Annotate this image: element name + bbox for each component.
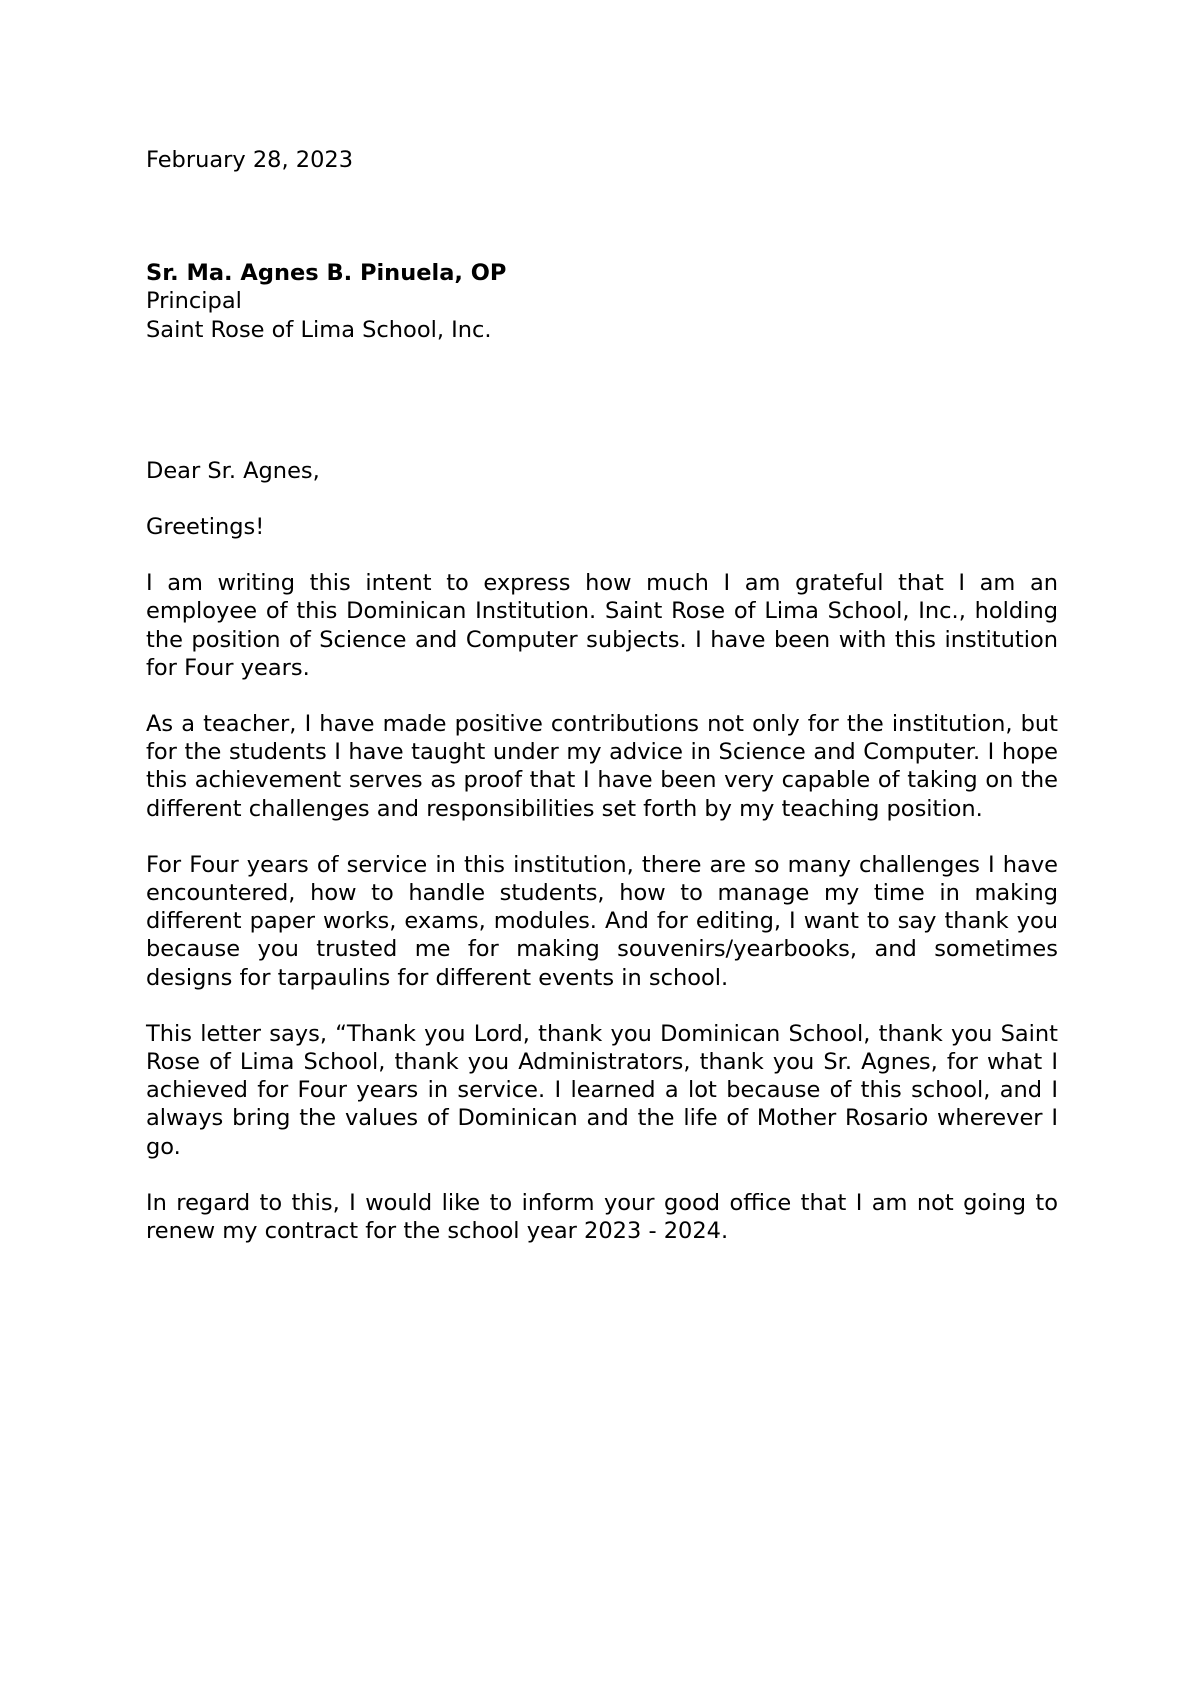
letter-body	[146, 146, 1058, 1245]
recipient-block	[146, 259, 1058, 344]
paragraph: In regard to this, I would like to inform your good office that I am not going to renew my contract for the school year 2023 - 2024.	[146, 1189, 1058, 1245]
recipient-organization: Saint Rose of Lima School, Inc.	[146, 316, 492, 343]
recipient-name: Sr. Ma. Agnes B. Pinuela, OP	[146, 260, 507, 287]
paragraph: I am writing this intent to express how much I am grateful that I am an employee of this Dominican Institution. Saint Rose of Lima School, Inc., holding the position of Science and Computer subjects. I have been with this institution for Four years.	[146, 570, 1058, 681]
salutation: Dear Sr. Agnes,	[146, 457, 320, 484]
recipient-title: Principal	[146, 288, 242, 315]
letter-date: February 28, 2023	[146, 147, 354, 173]
paragraph: As a teacher, I have made positive contributions not only for the institution, but for the students I have taught under my advice in Science and Computer. I hope this achievement serves as proof that I have been very capable of taking on the different challenges and responsibilities set forth by my teaching position.	[146, 711, 1058, 822]
paragraph: This letter says, “Thank you Lord, thank you Dominican School, thank you Saint Rose of Lima School, thank you Administrators, thank you Sr. Agnes, for what I achieved for Four years in service. I learned a lot because of this school, and I always bring the values of Dominican and the life of Mother Rosario wherever I go.	[146, 1020, 1058, 1160]
paragraph: For Four years of service in this institution, there are so many challenges I have encountered, how to handle students, how to manage my time in making different paper works, exams, modules. And for editing, I want to say thank you because you trusted me for making souvenirs/yearbooks, and sometimes designs for tarpaulins for different events in school.	[146, 851, 1058, 991]
greeting: Greetings!	[146, 514, 265, 541]
